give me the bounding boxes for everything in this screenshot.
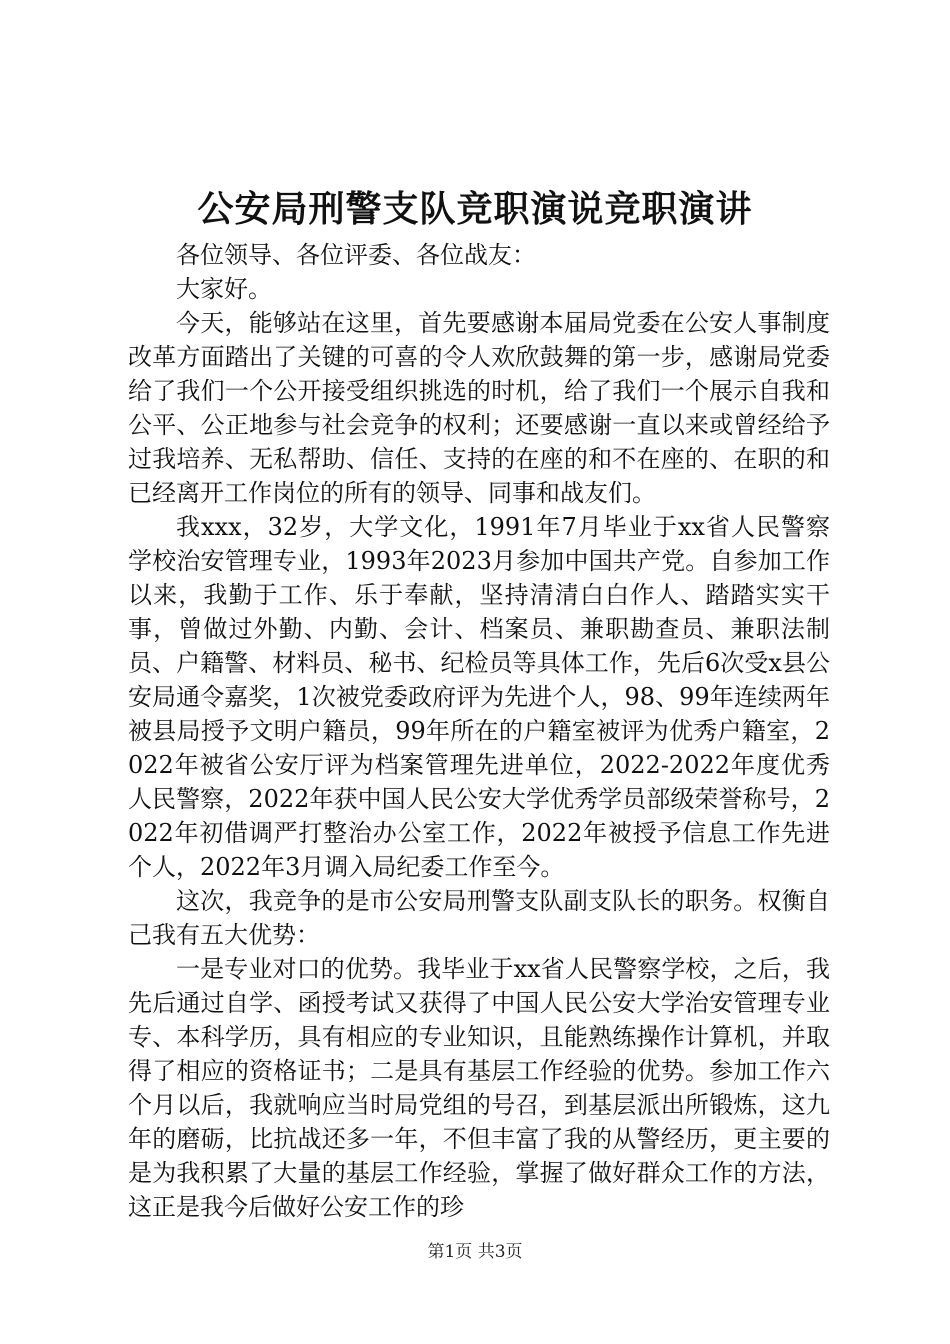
resume-paragraph: 我xxx，32岁，大学文化，1991年7月毕业于xx省人民警察学校治安管理专业，1993年2023月参加中国共产党。自参加工作以来，我勤于工作、乐于奉献，坚持清清白白作人、踏踏实实干事，曾做过外勤、内勤、会计、档案员、兼职勘查员、兼职法制员、户籍警、材料员、秘书、纪检员等具体工作，先后6次受x县公安局通令嘉奖，1次被党委政府评为先进个人，98、99年连续两年被县局授予文明户籍员，99年所在的户籍室被评为优秀户籍室，2022年被省公安厅评为档案管理先进单位，2022-2022年度优秀人民警察，2022年获中国人民公安大学优秀学员部级荣誉称号，2022年初借调严打整治办公室工作，2022年被授予信息工作先进个人，2022年3月调入局纪委工作至今。 xyxy=(128,513,830,881)
document-body xyxy=(128,238,830,1224)
document-title: 公安局刑警支队竞职演说竞职演讲 xyxy=(197,188,753,230)
position-paragraph: 这次，我竞争的是市公安局刑警支队副支队长的职务。权衡自己我有五大优势： xyxy=(128,887,830,949)
page-total: 共3页 xyxy=(477,1242,523,1262)
hello-paragraph: 大家好。 xyxy=(176,275,272,303)
page-footer xyxy=(0,1240,950,1264)
thanks-paragraph: 今天，能够站在这里，首先要感谢本届局党委在公安人事制度改革方面踏出了关键的可喜的令人欢欣鼓舞的第一步，感谢局党委给了我们一个公开接受组织挑选的时机，给了我们一个展示自我和公平、公正地参与社会竞争的权利；还要感谢一直以来或曾经给予过我培养、无私帮助、信任、支持的在座的和不在座的、在职的和已经离开工作岗位的所有的领导、同事和战友们。 xyxy=(128,309,830,507)
greeting-paragraph: 各位领导、各位评委、各位战友： xyxy=(176,241,536,269)
advantages-paragraph: 一是专业对口的优势。我毕业于xx省人民警察学校，之后，我先后通过自学、函授考试又获得了中国人民公安大学治安管理专业专、本科学历，具有相应的专业知识，且能熟练操作计算机，并取得了相应的资格证书；二是具有基层工作经验的优势。参加工作六个月以后，我就响应当时局党组的号召，到基层派出所锻炼，这九年的磨砺，比抗战还多一年，不但丰富了我的从警经历，更主要的是为我积累了大量的基层工作经验，掌握了做好群众工作的方法，这正是我今后做好公安工作的珍 xyxy=(128,955,830,1221)
page-number: 第1页 xyxy=(427,1242,473,1262)
